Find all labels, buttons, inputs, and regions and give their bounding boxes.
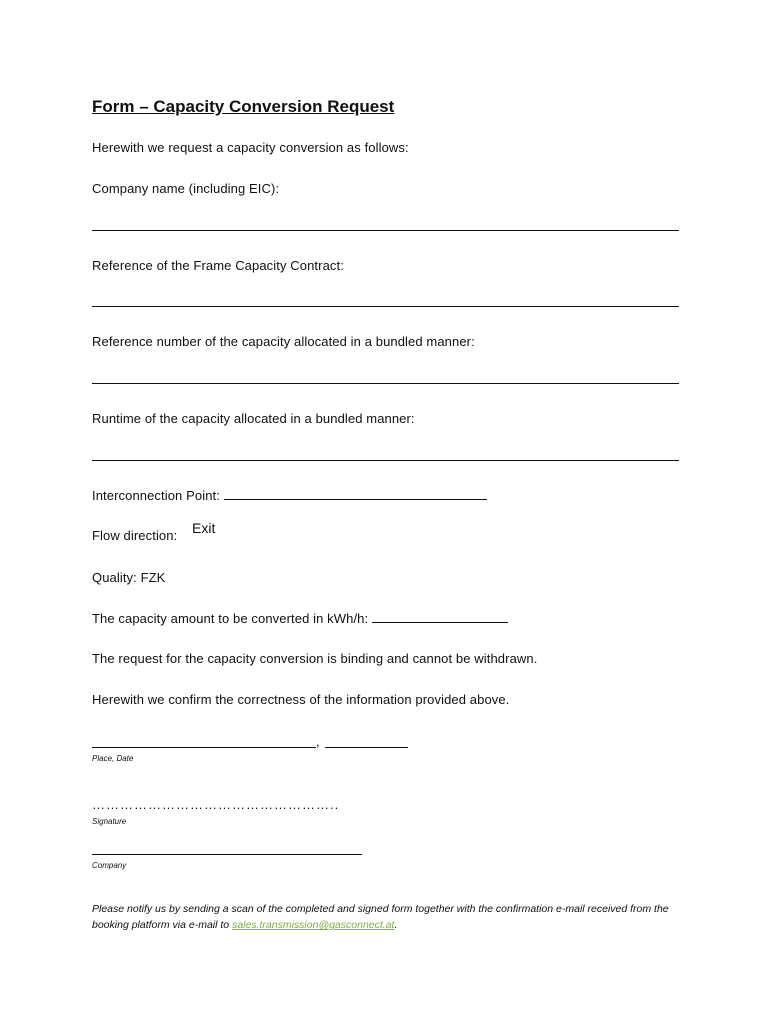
flow-direction-value[interactable]: Exit: [192, 520, 216, 536]
interconnection-point-field[interactable]: [224, 487, 487, 500]
signature-label: Signature: [92, 817, 127, 826]
capacity-amount-row: [92, 610, 508, 626]
frame-contract-label: Reference of the Frame Capacity Contract:: [92, 258, 344, 273]
flow-direction-label: Flow direction:: [92, 528, 178, 543]
place-field[interactable]: [92, 747, 316, 748]
notice-text: [92, 901, 697, 933]
runtime-field[interactable]: [92, 460, 679, 461]
interconnection-point-label: Interconnection Point:: [92, 488, 220, 503]
notice-end: .: [394, 919, 398, 931]
bundled-reference-label: Reference number of the capacity allocated in a bundled manner:: [92, 334, 475, 349]
runtime-label: Runtime of the capacity allocated in a bundled manner:: [92, 411, 415, 426]
notice-body: Please notify us by sending a scan of the completed and signed form together with the confirmation e-mail received from the booking platform via e-mail to: [92, 903, 669, 931]
frame-contract-field[interactable]: [92, 306, 679, 307]
binding-statement: The request for the capacity conversion is binding and cannot be withdrawn.: [92, 651, 538, 666]
bundled-reference-field[interactable]: [92, 383, 679, 384]
company-signature-field[interactable]: [92, 854, 362, 855]
company-name-label: Company name (including EIC):: [92, 181, 280, 196]
intro-text: Herewith we request a capacity conversion as follows:: [92, 140, 409, 155]
capacity-amount-label: The capacity amount to be converted in kWh/h:: [92, 611, 369, 626]
confirm-statement: Herewith we confirm the correctness of the information provided above.: [92, 692, 510, 707]
place-date-separator: ,: [316, 734, 320, 749]
date-field[interactable]: [325, 747, 408, 748]
capacity-amount-field[interactable]: [372, 610, 508, 623]
company-label: Company: [92, 861, 127, 870]
email-link[interactable]: sales.transmission@gasconnect.at: [232, 919, 395, 931]
signature-field[interactable]: ……………………………………………..: [92, 797, 340, 812]
company-name-field[interactable]: [92, 230, 679, 231]
form-title: Form – Capacity Conversion Request: [92, 97, 395, 116]
place-date-label: Place, Date: [92, 754, 134, 763]
interconnection-point-row: [92, 487, 487, 503]
quality-text: Quality: FZK: [92, 570, 166, 585]
